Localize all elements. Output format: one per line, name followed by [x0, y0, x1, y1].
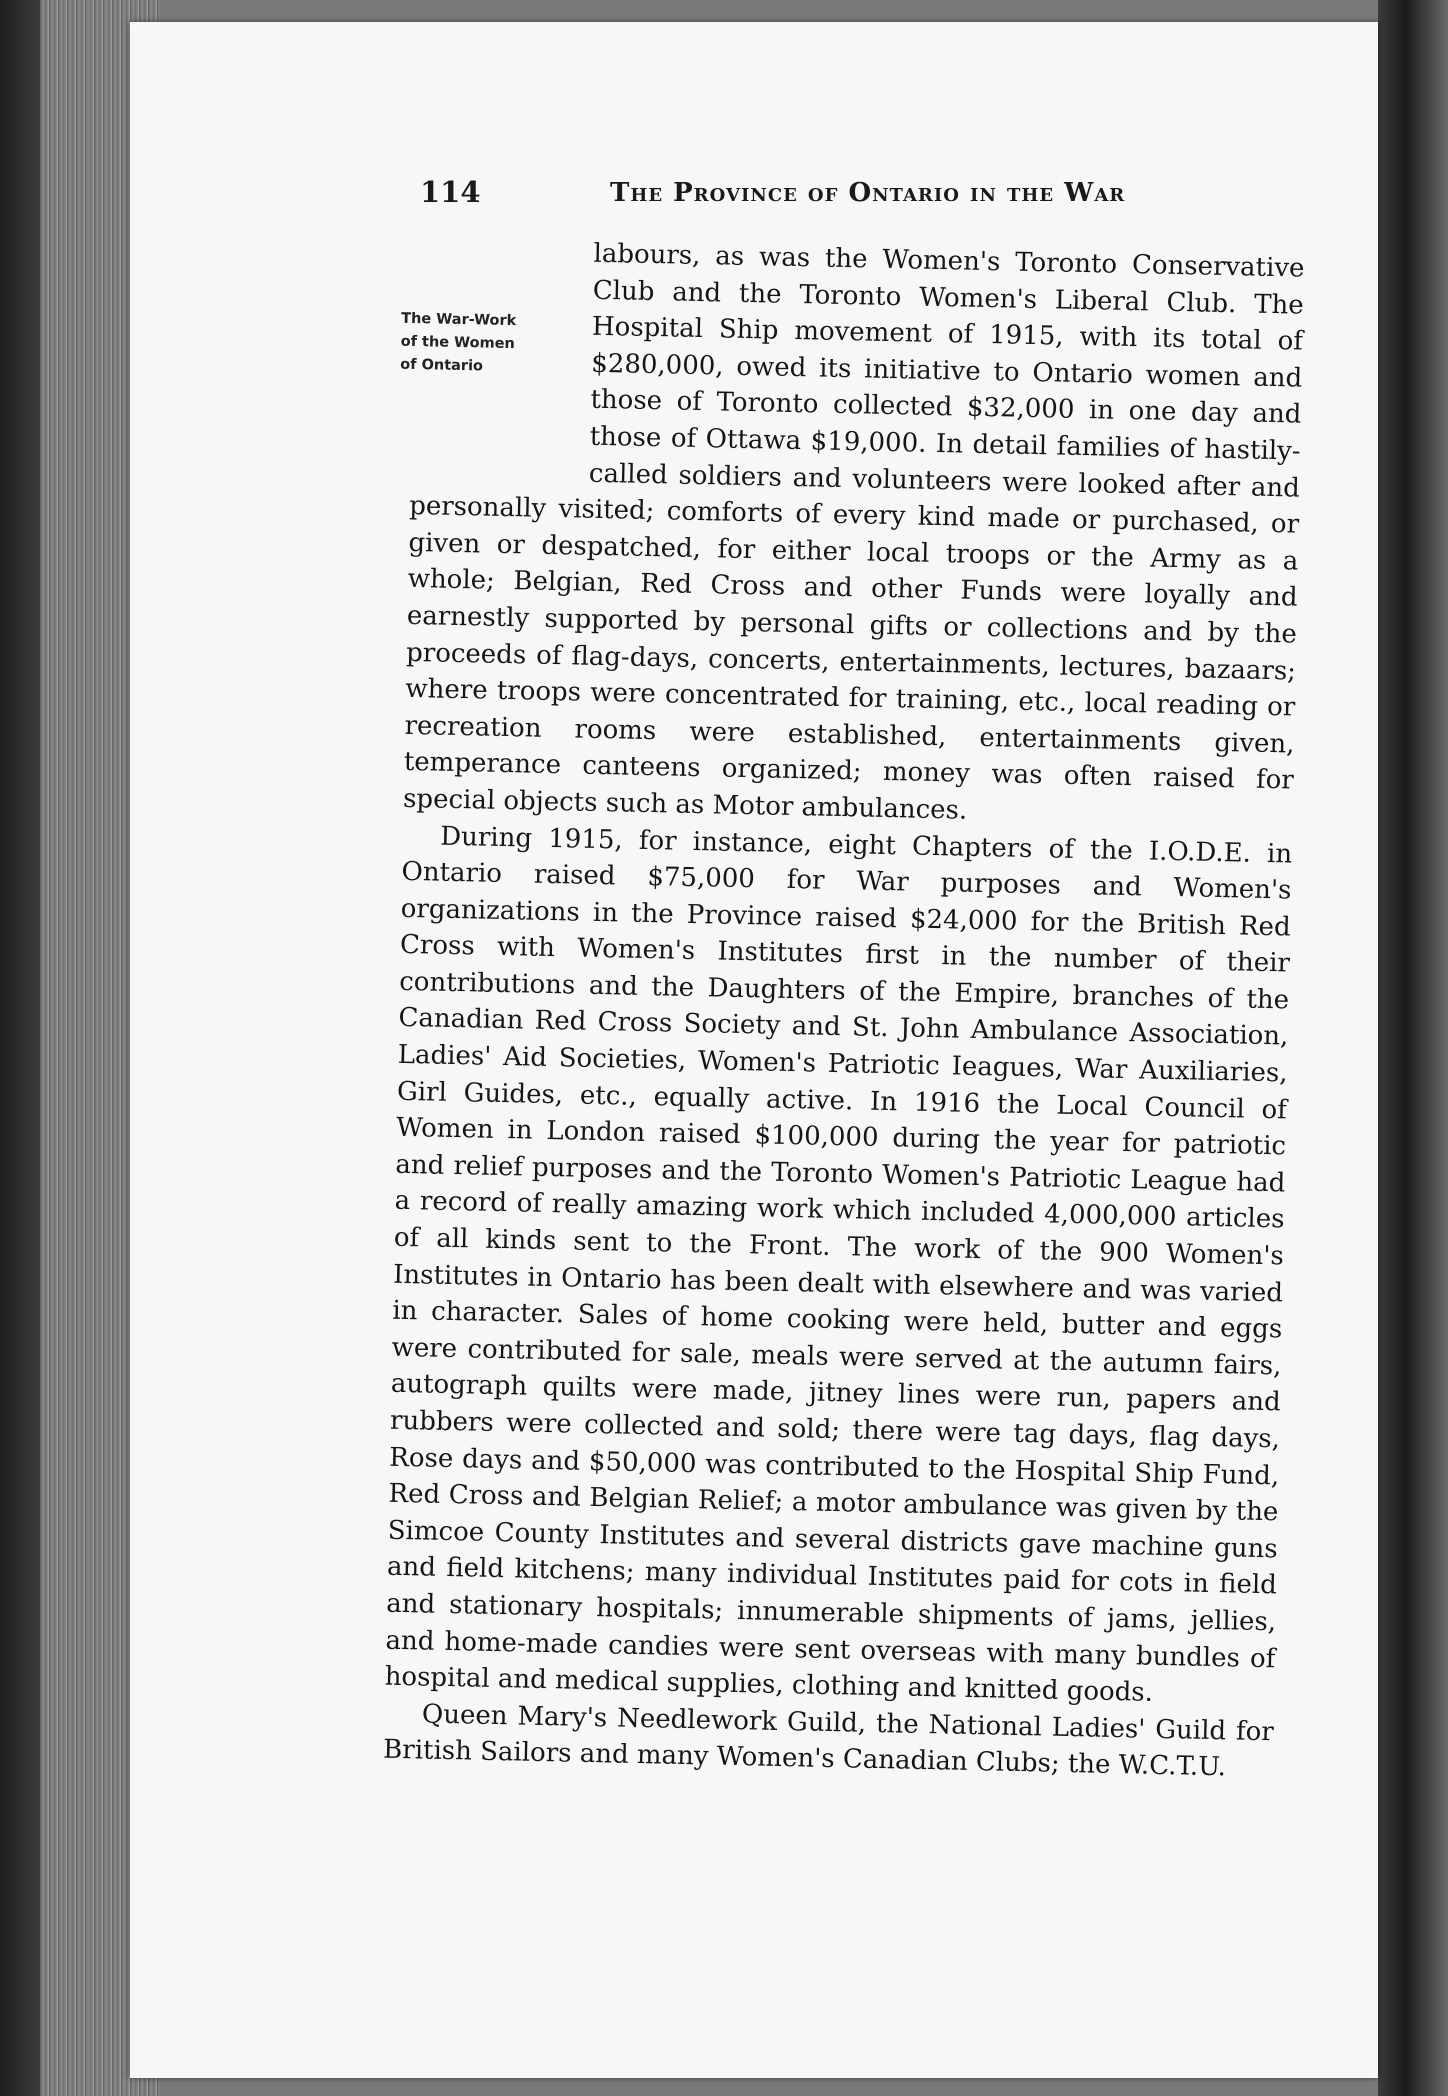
margin-note-line: of Ontario [400, 356, 484, 375]
paragraph: During 1915, for instance, eight Chapters of the I.O.D.E. in Ontario raised $75,000 for War purposes and Women's organizations in the Province raised $24,000 for the British Red Cross with Women's Institutes first in the number of their contributions and the Daughters of the Empire, branches of the Canadian Red Cross Society and St. John Ambulance Association, Ladies' Aid Societies, Women's Patriotic Ieagues, War Auxiliaries, Girl Guides, etc., equally active. In 1916 the Local Council of Women in London raised $100,000 during the year for patriotic and relief purposes and the Toronto Women's Patriotic League had a record of really amazing work which included 4,000,000 articles of all kinds sent to the Front. The work of the 900 Women's Institutes in Ontario has been dealt with elsewhere and was varied in character. Sales of home cooking were held, butter and eggs were contributed for sale, meals were served at the autumn fairs, autograph quilts were made, jitney lines were run, papers and rubbers were collected and sold; there were tag days, flag days, Rose days and $50,000 was contributed to the Hospital Ship Fund, Red Cross and Belgian Relief; a motor ambulance was given by the Simcoe County Institutes and several districts gave machine guns and field kitchens; many individual Institutes paid for cots in field and stationary hospitals; innumerable shipments of jams, jellies, and home-made candies were sent overseas with many bundles of hospital and medical supplies, clothing and knitted goods. [384, 821, 1293, 1708]
body-text [380, 232, 1304, 1900]
page-header [420, 175, 1200, 225]
margin-note-line: of the Women [400, 333, 516, 353]
paragraph: labours, as was the Women's Toronto Conservative Club and the Toronto Women's Liberal Club. The Hospital Ship movement of 1915, with its total of $280,000, owed its initiative to Ontario women and those of Toronto collected $32,000 in one day and those of Ottawa $19,000. In detail families of hastily-called soldiers and volunteers were looked after and personally visited; comforts of every kind made or purchased, or given or despatched, for either local troops or the Army as a whole; Belgian, Red Cross and other Funds were loyally and earnestly supported by personal gifts or collections and by the proceeds of flag-days, concerts, entertainments, lectures, bazaars; where troops were concentrated for training, etc., local reading or recreation rooms were established, entertainments given, temperance canteens organized; money was often raised for special objects such as Motor ambulances. [402, 238, 1305, 826]
margin-note [398, 308, 566, 461]
running-head: The Province of Ontario in the War [610, 178, 1126, 208]
paragraph: Queen Mary's Needlework Guild, the National Ladies' Guild for British Sailors and many Women's Canadian Clubs; the W.C.T.U. [382, 1699, 1275, 1783]
page-number: 114 [420, 175, 481, 209]
margin-note-line: The War-Work [401, 310, 517, 330]
right-page-edge [1378, 0, 1448, 2096]
